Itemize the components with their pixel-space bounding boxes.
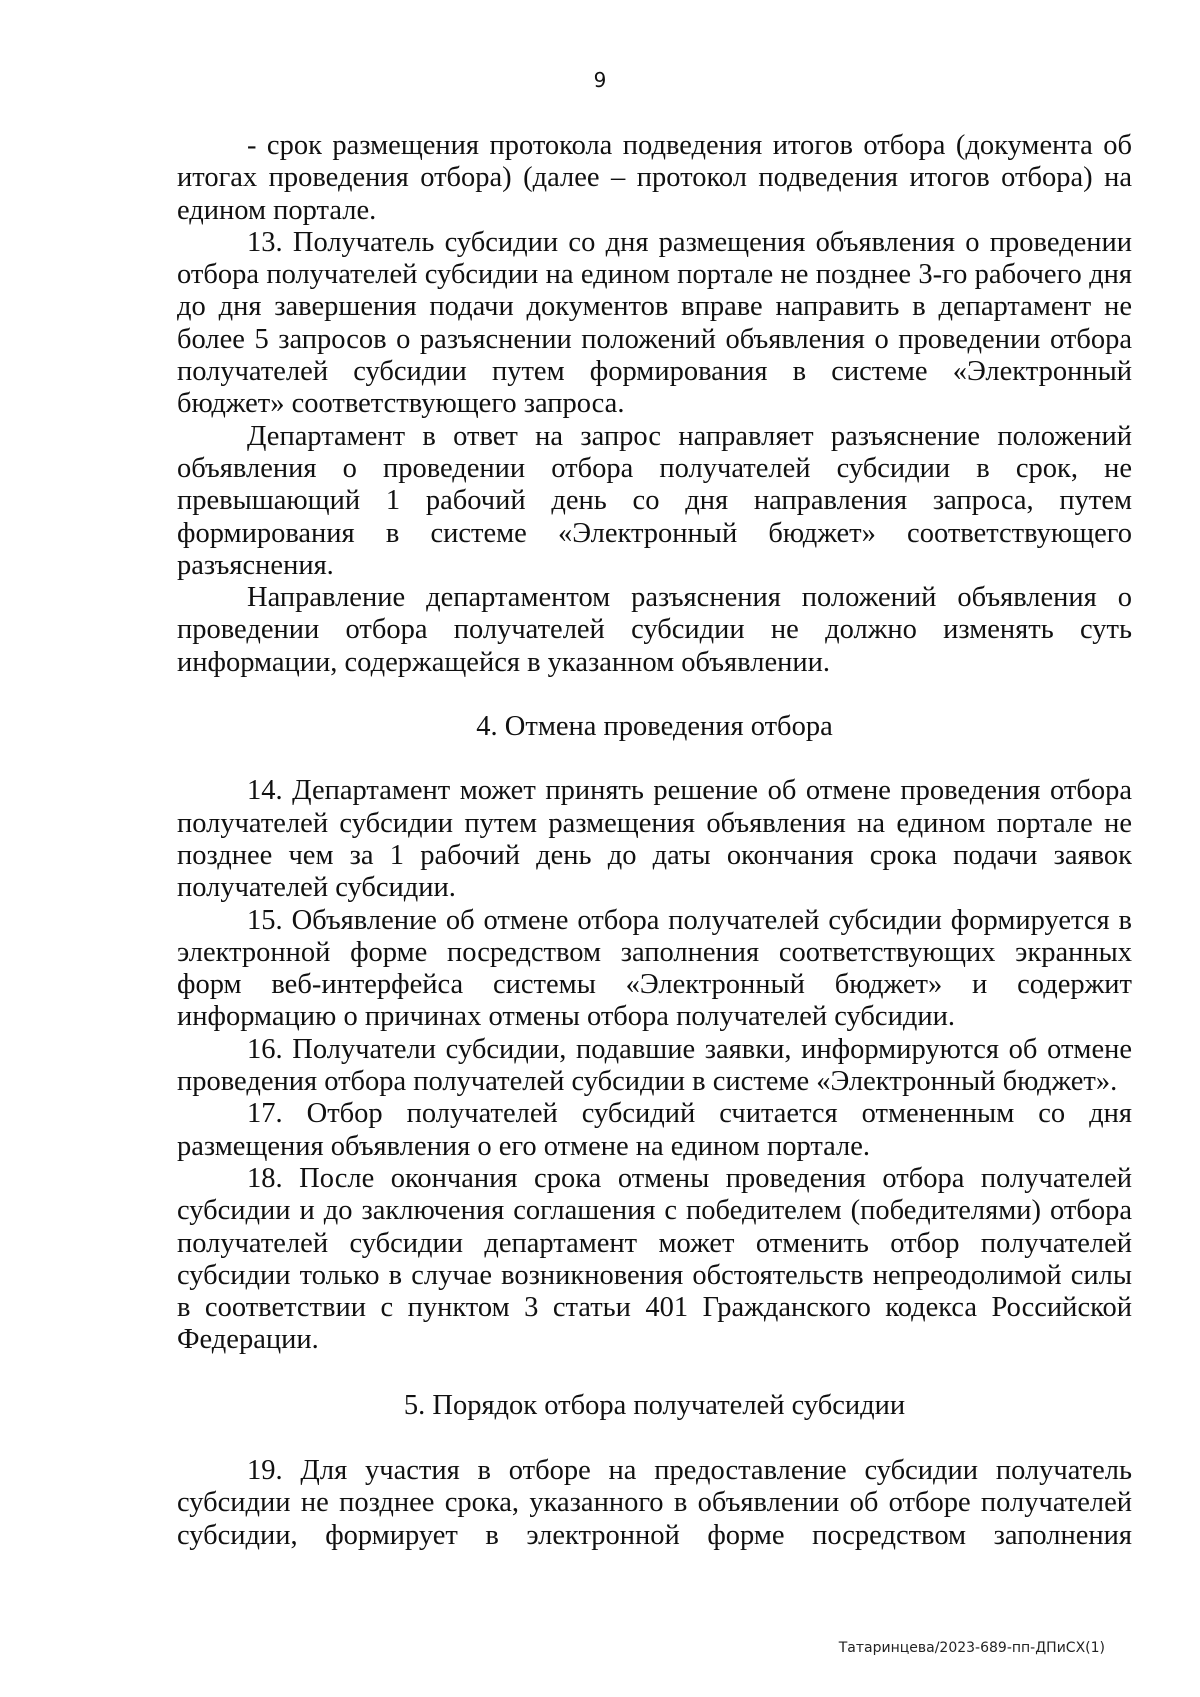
document-code-footer: Татаринцева/2023-689-пп-ДПиСХ(1) — [838, 1640, 1105, 1656]
paragraph-16: 16. Получатели субсидии, подавшие заявки, информируются об отмене проведения отбора получателей субсидии в системе «Электронный бюджет». — [177, 1033, 1132, 1098]
paragraph-18: 18. После окончания срока отмены проведения отбора получателей субсидии и до заключения соглашения с победителем (победителями) отбора получателей субсидии департамент может отменить отбор получателей субсидии только в случае возникновения обстоятельств непреодолимой силы в соответствии с пунктом 3 статьи 401 Гражданского кодекса Российской Федерации. — [177, 1162, 1132, 1356]
paragraph-14: 14. Департамент может принять решение об отмене проведения отбора получателей субсидии путем размещения объявления на едином портале не позднее чем за 1 рабочий день до даты окончания срока подачи заявок получателей субсидии. — [177, 775, 1132, 904]
document-body — [177, 130, 1132, 1552]
paragraph-13: 13. Получатель субсидии со дня размещения объявления о проведении отбора получателей субсидии на едином портале не позднее 3-го рабочего дня до дня завершения подачи документов вправе направить в департамент не более 5 запросов о разъяснении положений объявления о проведении отбора получателей субсидии путем формирования в системе «Электронный бюджет» соответствующего запроса. — [177, 226, 1132, 420]
paragraph-17: 17. Отбор получателей субсидий считается отмененным со дня размещения объявления о его отмене на едином портале. — [177, 1098, 1132, 1162]
paragraph-19: 19. Для участия в отборе на предоставление субсидии получатель субсидии не позднее срока, указанного в объявлении об отборе получателей субсидии, формирует в электронной форме посредством заполнения — [177, 1454, 1132, 1551]
section-5-heading: 5. Порядок отбора получателей субсидии — [403, 1389, 906, 1421]
section-4-heading: 4. Отмена проведения отбора — [476, 711, 833, 743]
paragraph-13-answer: Департамент в ответ на запрос направляет разъяснение положений объявления о проведении отбора получателей субсидии в срок, не превышающий 1 рабочий день со дня направления запроса, путем формирования в системе «Электронный бюджет» соответствующего разъяснения. — [177, 420, 1132, 581]
paragraph-intro: - срок размещения протокола подведения итогов отбора (документа об итогах проведения отбора) (далее – протокол подведения итогов отбора) на едином портале. — [177, 130, 1132, 226]
paragraph-13-direction: Направление департаментом разъяснения положений объявления о проведении отбора получателей субсидии не должно изменять суть информации, содержащейся в указанном объявлении. — [177, 582, 1132, 678]
page-number: 9 — [593, 68, 607, 92]
paragraph-15: 15. Объявление об отмене отбора получателей субсидии формируется в электронной форме посредством заполнения соответствующих экранных форм веб-интерфейса системы «Электронный бюджет» и содержит информацию о причинах отмены отбора получателей субсидии. — [177, 904, 1132, 1033]
